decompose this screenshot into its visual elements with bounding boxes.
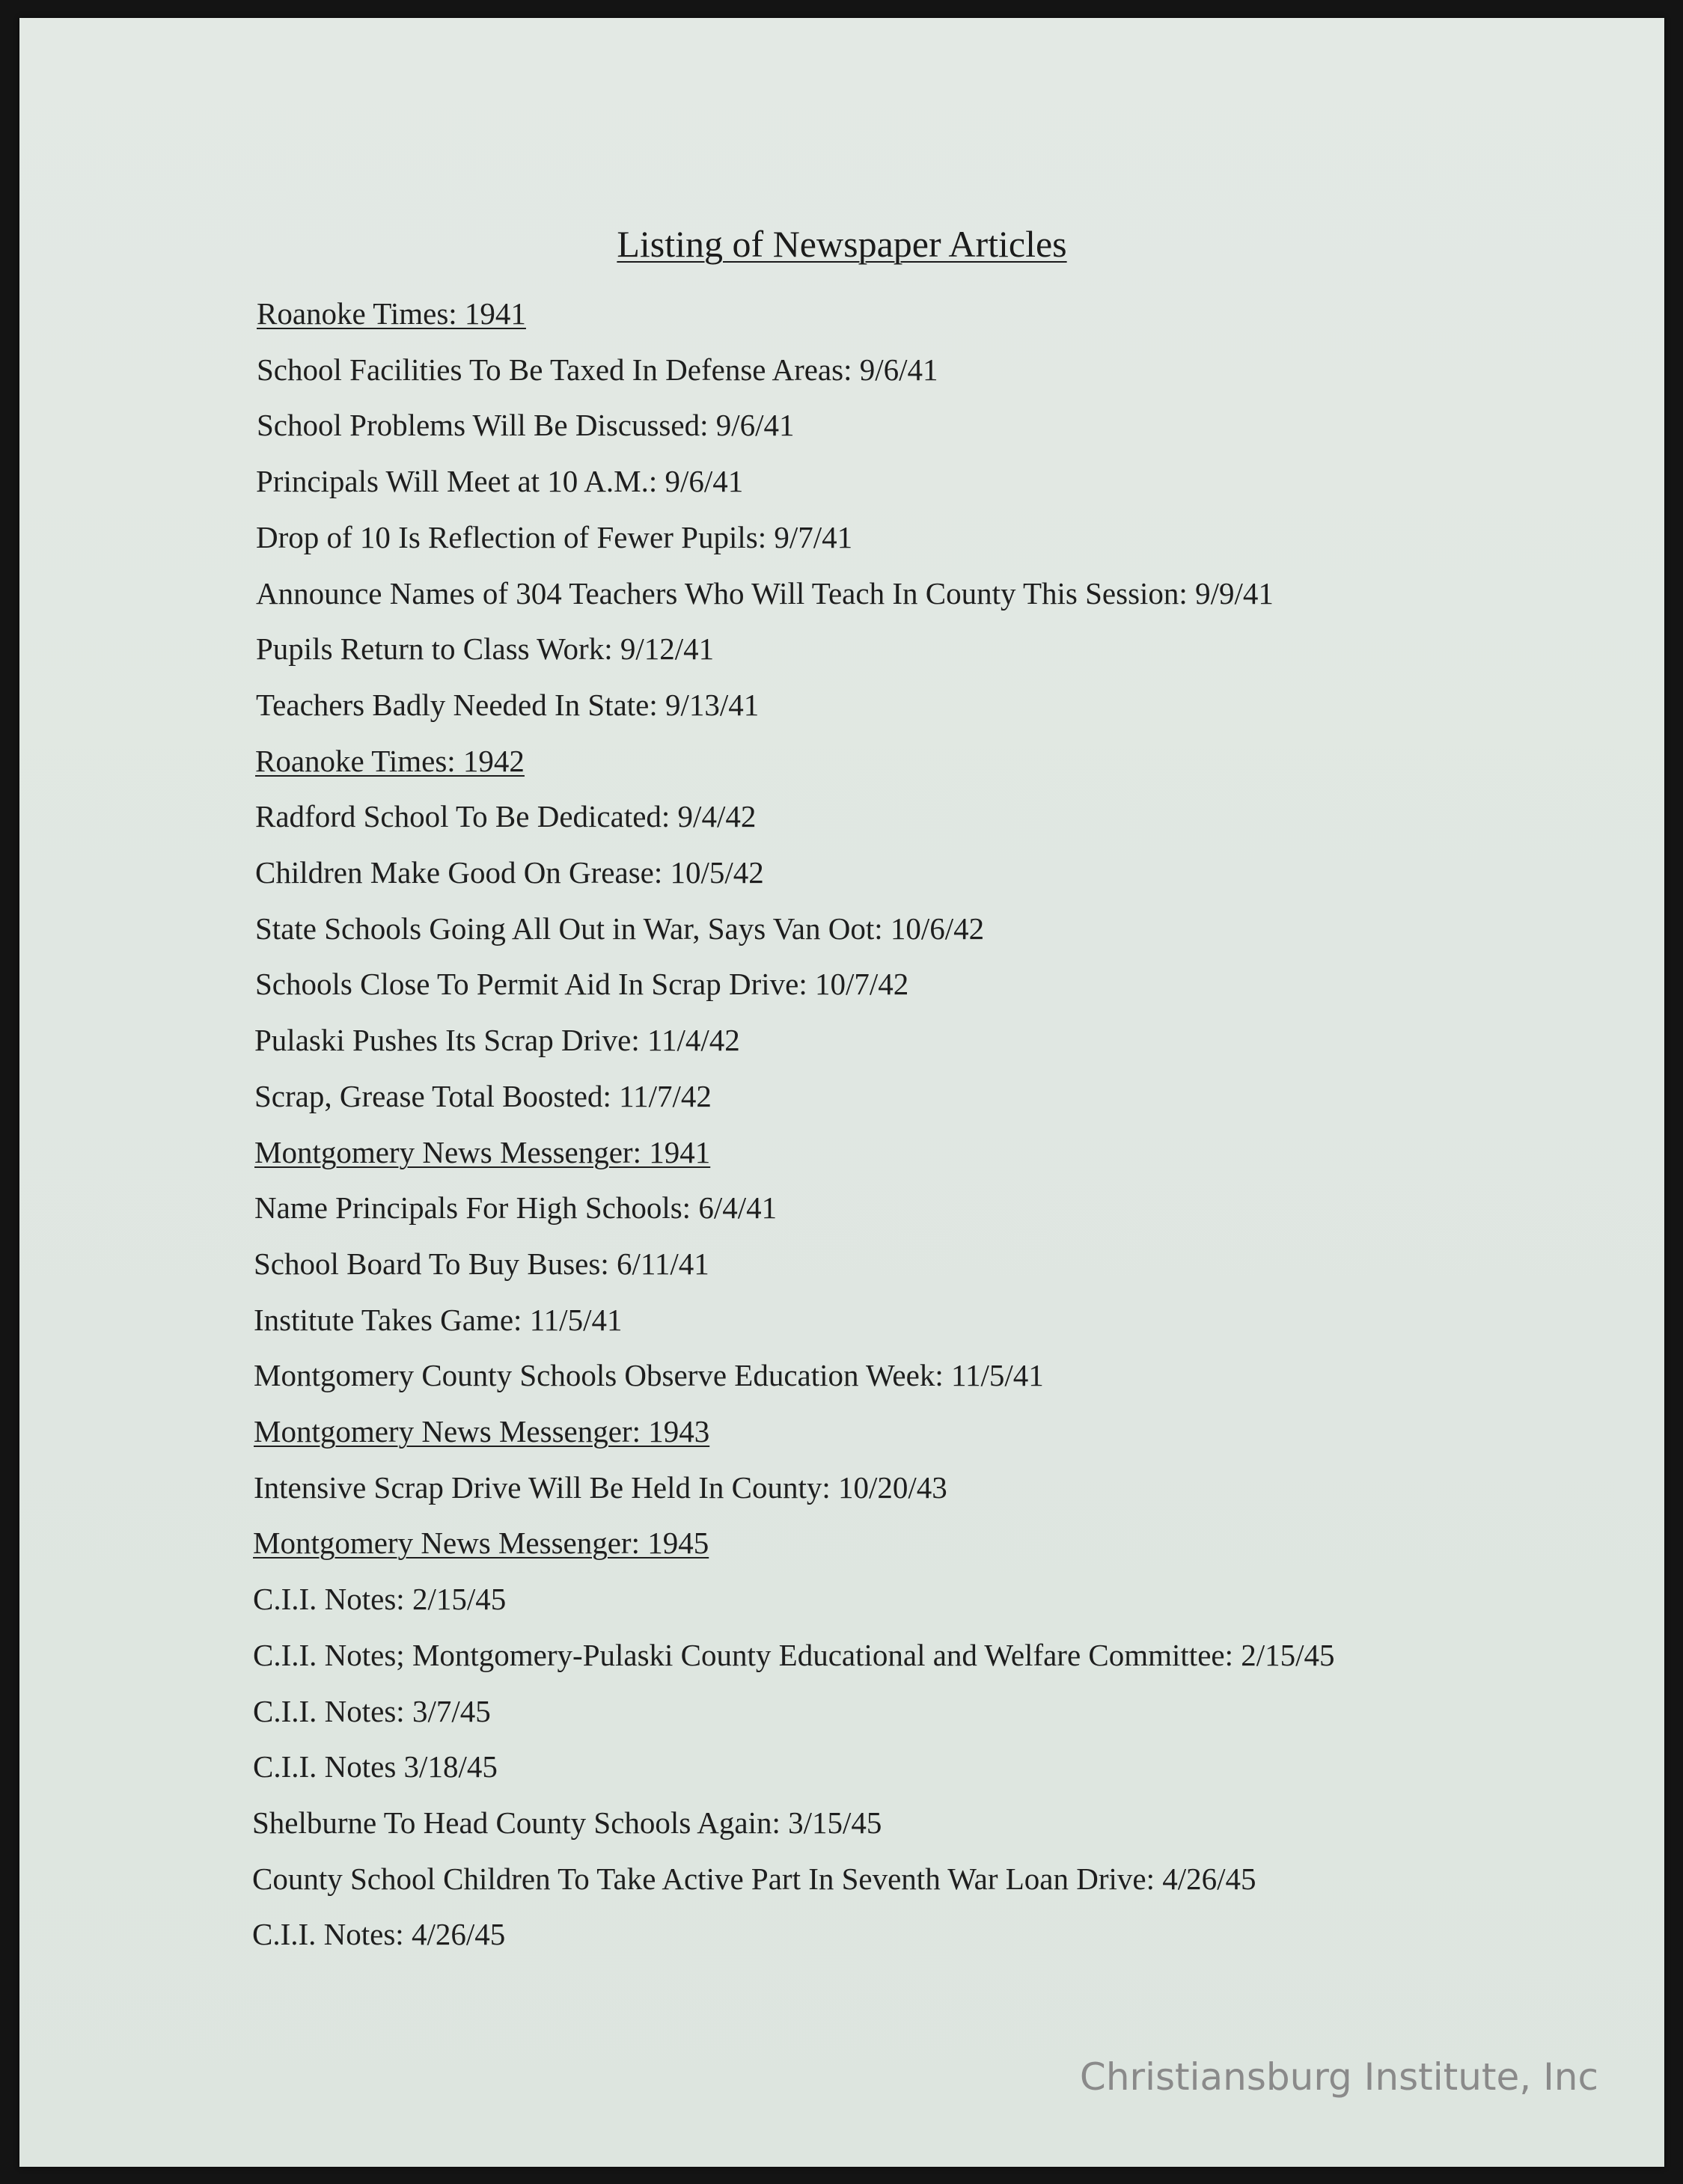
article-entry: Drop of 10 Is Reflection of Fewer Pupils: 9/7/41 xyxy=(256,520,853,554)
article-entry: Teachers Badly Needed In State: 9/13/41 xyxy=(256,688,760,722)
section-heading: Roanoke Times: 1941 xyxy=(257,296,526,331)
article-entry: Radford School To Be Dedicated: 9/4/42 xyxy=(255,799,757,833)
section-heading: Montgomery News Messenger: 1941 xyxy=(254,1135,711,1169)
article-entry: C.I.I. Notes: 4/26/45 xyxy=(252,1917,506,1951)
section-heading: Roanoke Times: 1942 xyxy=(255,744,525,778)
section-heading: Montgomery News Messenger: 1945 xyxy=(253,1526,709,1560)
article-entry: County School Children To Take Active Part In Seventh War Loan Drive: 4/26/45 xyxy=(252,1862,1256,1896)
article-entry: C.I.I. Notes; Montgomery-Pulaski County Educational and Welfare Committee: 2/15/45 xyxy=(253,1638,1335,1672)
article-entry: Children Make Good On Grease: 10/5/42 xyxy=(255,855,764,890)
article-entry: Intensive Scrap Drive Will Be Held In County: 10/20/43 xyxy=(254,1470,947,1505)
article-entry: School Board To Buy Buses: 6/11/41 xyxy=(254,1247,709,1281)
article-entry: Scrap, Grease Total Boosted: 11/7/42 xyxy=(254,1079,712,1113)
article-entry: School Facilities To Be Taxed In Defense Areas: 9/6/41 xyxy=(257,352,938,387)
article-entry: Announce Names of 304 Teachers Who Will Teach In County This Session: 9/9/41 xyxy=(256,576,1274,611)
page-title: Listing of Newspaper Articles xyxy=(617,223,1067,265)
article-entry: Institute Takes Game: 11/5/41 xyxy=(254,1303,623,1337)
article-entry: Pupils Return to Class Work: 9/12/41 xyxy=(256,631,715,666)
article-entry: Principals Will Meet at 10 A.M.: 9/6/41 xyxy=(256,464,744,498)
watermark: Christiansburg Institute, Inc xyxy=(1079,2055,1598,2099)
article-entry: Pulaski Pushes Its Scrap Drive: 11/4/42 xyxy=(254,1023,740,1057)
article-entry: School Problems Will Be Discussed: 9/6/41 xyxy=(257,408,795,442)
article-entry: State Schools Going All Out in War, Says Van Oot: 10/6/42 xyxy=(255,911,985,946)
article-entry: C.I.I. Notes: 3/7/45 xyxy=(253,1694,491,1728)
article-entry: Schools Close To Permit Aid In Scrap Drive: 10/7/42 xyxy=(255,967,909,1001)
article-entry: Shelburne To Head County Schools Again: 3/15/45 xyxy=(252,1805,882,1840)
article-entry: C.I.I. Notes 3/18/45 xyxy=(253,1749,498,1784)
section-heading: Montgomery News Messenger: 1943 xyxy=(254,1414,710,1449)
document-page xyxy=(19,18,1664,2167)
article-entry: Name Principals For High Schools: 6/4/41 xyxy=(254,1190,778,1225)
article-list xyxy=(19,18,1664,2167)
article-entry: C.I.I. Notes: 2/15/45 xyxy=(253,1582,507,1616)
article-entry: Montgomery County Schools Observe Education Week: 11/5/41 xyxy=(254,1358,1044,1392)
